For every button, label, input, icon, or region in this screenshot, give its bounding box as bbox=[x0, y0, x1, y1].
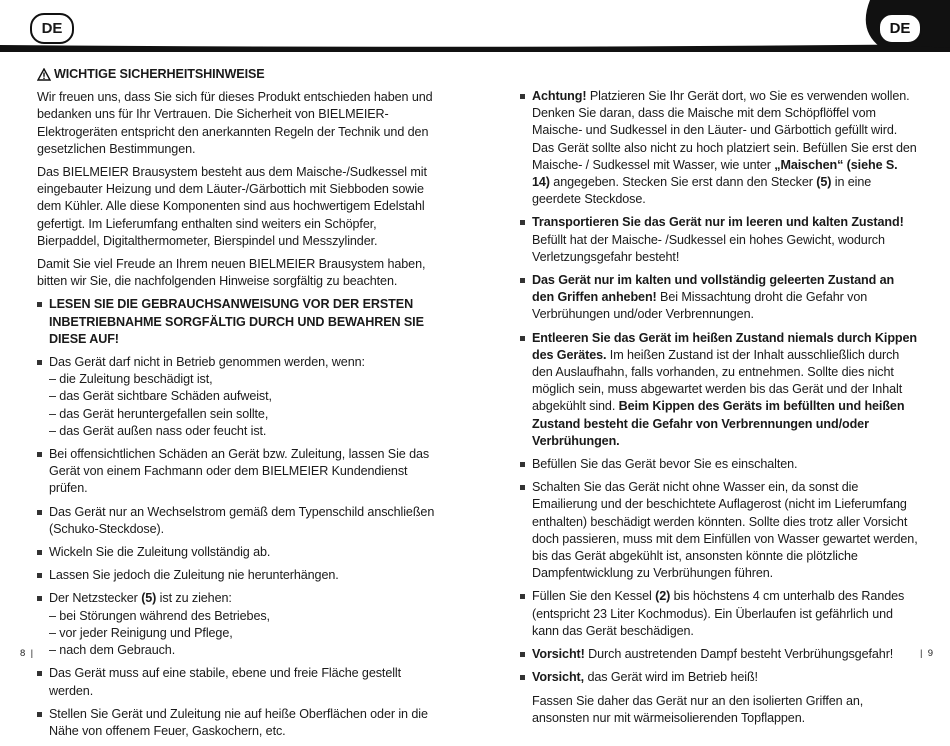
list-item: Achtung! Platzieren Sie Ihr Gerät dort, wo Sie es verwenden wollen. Denken Sie daran, dass die Maische mit dem Schöpflöffel vom Maische- und Sudkessel in den Läuter- und Gärbottich gefüllt wird. Das Gerät sollte also nicht zu hoch platziert sein. Befüllen Sie erst den Maische- / Sudkessel mit Wasser, wie unter „Maischen“ (siehe S. 14) angegeben. Stecken Sie erst dann den Stecker (5) in eine geerdete Steckdose. bbox=[520, 88, 918, 208]
list-item: Befüllen Sie das Gerät bevor Sie es einschalten. bbox=[520, 456, 918, 473]
list-item: Das Gerät nur im kalten und vollständig geleerten Zustand an den Griffen anheben! Bei Missachtung droht die Gefahr von Verbrühungen und/oder Verbrennungen. bbox=[520, 272, 918, 324]
intro-paragraph-2: Das BIELMEIER Brausystem besteht aus dem Maische-/Sudkessel mit eingebauter Heizung und dem Läuter-/Gärbottich mit Siebboden sowie dem Kühler. Alle diese Komponenten sind aus hochwertigem Edelstahl gefertigt. Im Lieferumfang enthalten sind weiters ein Schöpfer, Bierpaddel, Digitalthermometer, Bierspindel und Messzylinder. bbox=[37, 165, 427, 248]
list-item: Transportieren Sie das Gerät nur im leeren und kalten Zustand! Befüllt hat der Maische- /Sudkessel ein hohes Gewicht, wodurch Verletzungsgefahr besteht! bbox=[520, 214, 918, 266]
sub-list bbox=[49, 371, 437, 440]
intro-paragraph-3: Damit Sie viel Freude an Ihrem neuen BIELMEIER Brausystem haben, bitten wir Sie, die nachfolgenden Hinweise sorgfältig zu beachten. bbox=[37, 257, 426, 289]
header-band bbox=[0, 0, 950, 60]
page-number-right: | 9 bbox=[920, 648, 934, 659]
sub-list-item: – die Zuleitung beschädigt ist, bbox=[49, 372, 213, 387]
list-item: Vorsicht! Durch austretenden Dampf besteht Verbrühungsgefahr! bbox=[520, 646, 918, 663]
safety-list-right bbox=[520, 88, 918, 727]
language-badge-right: DE bbox=[878, 13, 922, 44]
list-item: Wickeln Sie die Zuleitung vollständig ab. bbox=[37, 544, 437, 561]
sub-list-item: – das Gerät sichtbare Schäden aufweist, bbox=[49, 389, 272, 404]
list-item: Vorsicht, das Gerät wird im Betrieb heiß! Fassen Sie daher das Gerät nur an den isolierten Griffen an, ansonsten nur mit wärmeisolierenden Topflappen. bbox=[520, 669, 918, 727]
section-title bbox=[37, 66, 437, 83]
sub-list-item: – vor jeder Reinigung und Pflege, bbox=[49, 625, 233, 640]
sub-list-item: – das Gerät außen nass oder feucht ist. bbox=[49, 423, 267, 438]
left-column bbox=[37, 66, 437, 746]
list-item: Bei offensichtlichen Schäden an Gerät bzw. Zuleitung, lassen Sie das Gerät von einem Fachmann oder dem BIELMEIER Kundendienst prüfen. bbox=[37, 446, 437, 498]
sub-list-item: – das Gerät heruntergefallen sein sollte, bbox=[49, 406, 269, 421]
list-item: LESEN SIE DIE GEBRAUCHSANWEISUNG VOR DER ERSTEN INBETRIEBNAHME SORGFÄLTIG DURCH UND BEWAHREN SIE DIESE AUF! bbox=[37, 296, 437, 348]
list-item: Lassen Sie jedoch die Zuleitung nie herunterhängen. bbox=[37, 567, 437, 584]
sub-list-item: – bei Störungen während des Betriebes, bbox=[49, 608, 270, 623]
closing-paragraph: Fassen Sie daher das Gerät nur an den isolierten Griffen an, ansonsten nur mit wärmeisolierenden Topflappen. bbox=[532, 693, 864, 725]
intro-paragraph-1: Wir freuen uns, dass Sie sich für dieses Produkt entschieden haben und bedanken uns für Ihr Vertrauen. Die Sicherheit von BIELMEIER-Elektrogeräten entspricht den anerkannten Regeln der Technik und den gesetzlichen Bestimmungen. bbox=[37, 90, 433, 156]
list-item: Stellen Sie Gerät und Zuleitung nie auf heiße Oberflächen oder in die Nähe von offenem Feuer, Gaskochern, etc. bbox=[37, 706, 437, 740]
list-item: Das Gerät darf nicht in Betrieb genommen werden, wenn: – die Zuleitung beschädigt ist, – das Gerät sichtbare Schäden aufweist, – das Gerät heruntergefallen sein sollte, – das Gerät außen nass oder feucht ist. bbox=[37, 354, 437, 440]
section-title-text: WICHTIGE SICHERHEITSHINWEISE bbox=[54, 67, 265, 81]
page-number-left: 8 | bbox=[20, 648, 34, 659]
list-item: Der Netzstecker (5) ist zu ziehen: – bei Störungen während des Betriebes, – vor jeder Reinigung und Pflege, – nach dem Gebrauch. bbox=[37, 590, 437, 659]
right-column bbox=[520, 88, 918, 733]
sub-list bbox=[49, 608, 437, 660]
list-item: Das Gerät muss auf eine stabile, ebene und freie Fläche gestellt werden. bbox=[37, 665, 437, 699]
list-item: Das Gerät nur an Wechselstrom gemäß dem Typenschild anschließen (Schuko-Steckdose). bbox=[37, 504, 437, 538]
sub-list-item: – nach dem Gebrauch. bbox=[49, 643, 176, 658]
list-item: Schalten Sie das Gerät nicht ohne Wasser ein, da sonst die Emailierung und der beschichtete Auflagerost (nicht im Lieferumfang enthalten) beschädigt werden könnten. Sollte dies trotz aller Vorsicht doch passieren, muss mit dem Einfüllen von Wasser gewartet werden, bis das Gerät abgekühlt ist, ansonsten könnte die plötzliche Dampfentwicklung zu Verbrühungen führen. bbox=[520, 479, 918, 582]
list-item: Füllen Sie den Kessel (2) bis höchstens 4 cm unterhalb des Randes (entspricht 23 Liter Kochmodus). Ein Überlaufen ist gefährlich und kann das Gerät beschädigen. bbox=[520, 588, 918, 640]
warning-icon bbox=[37, 68, 51, 81]
language-badge-left: DE bbox=[30, 13, 74, 44]
list-item: Entleeren Sie das Gerät im heißen Zustand niemals durch Kippen des Gerätes. Im heißen Zustand ist der Inhalt ausschließlich durch den Auslaufhahn, falls vorhanden, zu entnehmen. Sollte dies nicht möglich sein, muss abgewartet werden bis das Gerät und der Inhalt abgekühlt sind. Beim Kippen des Geräts im befüllten und heißen Zustand besteht die Gefahr von Verbrennungen und/oder Verbrühungen. bbox=[520, 330, 918, 450]
